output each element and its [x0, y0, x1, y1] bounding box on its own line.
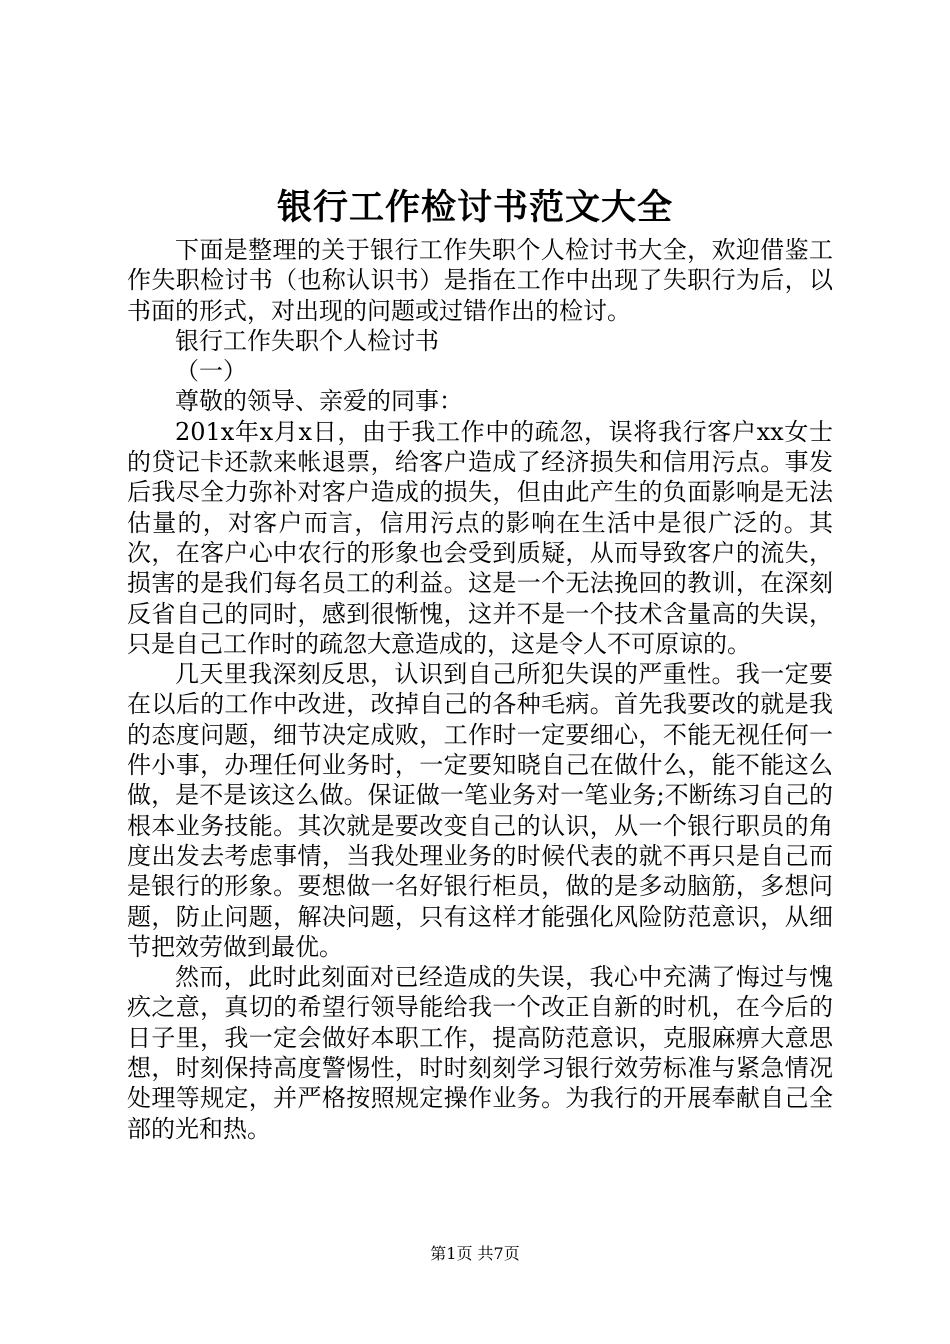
section-heading: 银行工作失职个人检讨书 [175, 326, 439, 355]
salutation: 尊敬的领导、亲爱的同事： [175, 387, 463, 416]
body-paragraph-commitment: 然而，此时此刻面对已经造成的失误，我心中充满了悔过与愧疚之意，真切的希望行领导能给我一个改正自新的时机，在今后的日子里，我一定会做好本职工作，提高防范意识，克服麻痹大意思想，时刻保持高度警惕性，时时刻刻学习银行效劳标准与紧急情况处理等规定，并严格按照规定操作业务。为我行的开展奉献自己全部的光和热。 [127, 963, 833, 1143]
section-number: （一） [175, 357, 247, 386]
body-paragraph-incident: 201x年x月x日，由于我工作中的疏忽，误将我行客户xx女士的贷记卡还款来帐退票，给客户造成了经济损失和信用污点。事发后我尽全力弥补对客户造成的损失，但由此产生的负面影响是无法估量的，对客户而言，信用污点的影响在生活中是很广泛的。其次，在客户心中农行的形象也会受到质疑，从而导致客户的流失，损害的是我们每名员工的利益。这是一个无法挽回的教训，在深刻反省自己的同时，感到很惭愧，这并不是一个技术含量高的失误，只是自己工作时的疏忽大意造成的，这是令人不可原谅的。 [127, 417, 833, 658]
page-footer: 第1页 共7页 [430, 1244, 520, 1263]
intro-paragraph: 下面是整理的关于银行工作失职个人检讨书大全，欢迎借鉴工作失职检讨书（也称认识书）是指在工作中出现了失职行为后，以书面的形式，对出现的问题或过错作出的检讨。 [127, 236, 833, 325]
body-paragraph-reflection: 几天里我深刻反思，认识到自己所犯失误的严重性。我一定要在以后的工作中改进，改掉自己的各种毛病。首先我要改的就是我的态度问题，细节决定成败，工作时一定要细心，不能无视任何一件小事，办理任何业务时，一定要知晓自己在做什么，能不能这么做，是不是该这么做。保证做一笔业务对一笔业务;不断练习自己的根本业务技能。其次就是要改变自己的认识，从一个银行职员的角度出发去考虑事情，当我处理业务的时候代表的就不再只是自己而是银行的形象。要想做一名好银行柜员，做的是多动脑筋，多想问题，防止问题，解决问题，只有这样才能强化风险防范意识，从细节把效劳做到最优。 [127, 660, 833, 961]
document-body [127, 235, 833, 1144]
document-title: 银行工作检讨书范文大全 [276, 187, 673, 228]
